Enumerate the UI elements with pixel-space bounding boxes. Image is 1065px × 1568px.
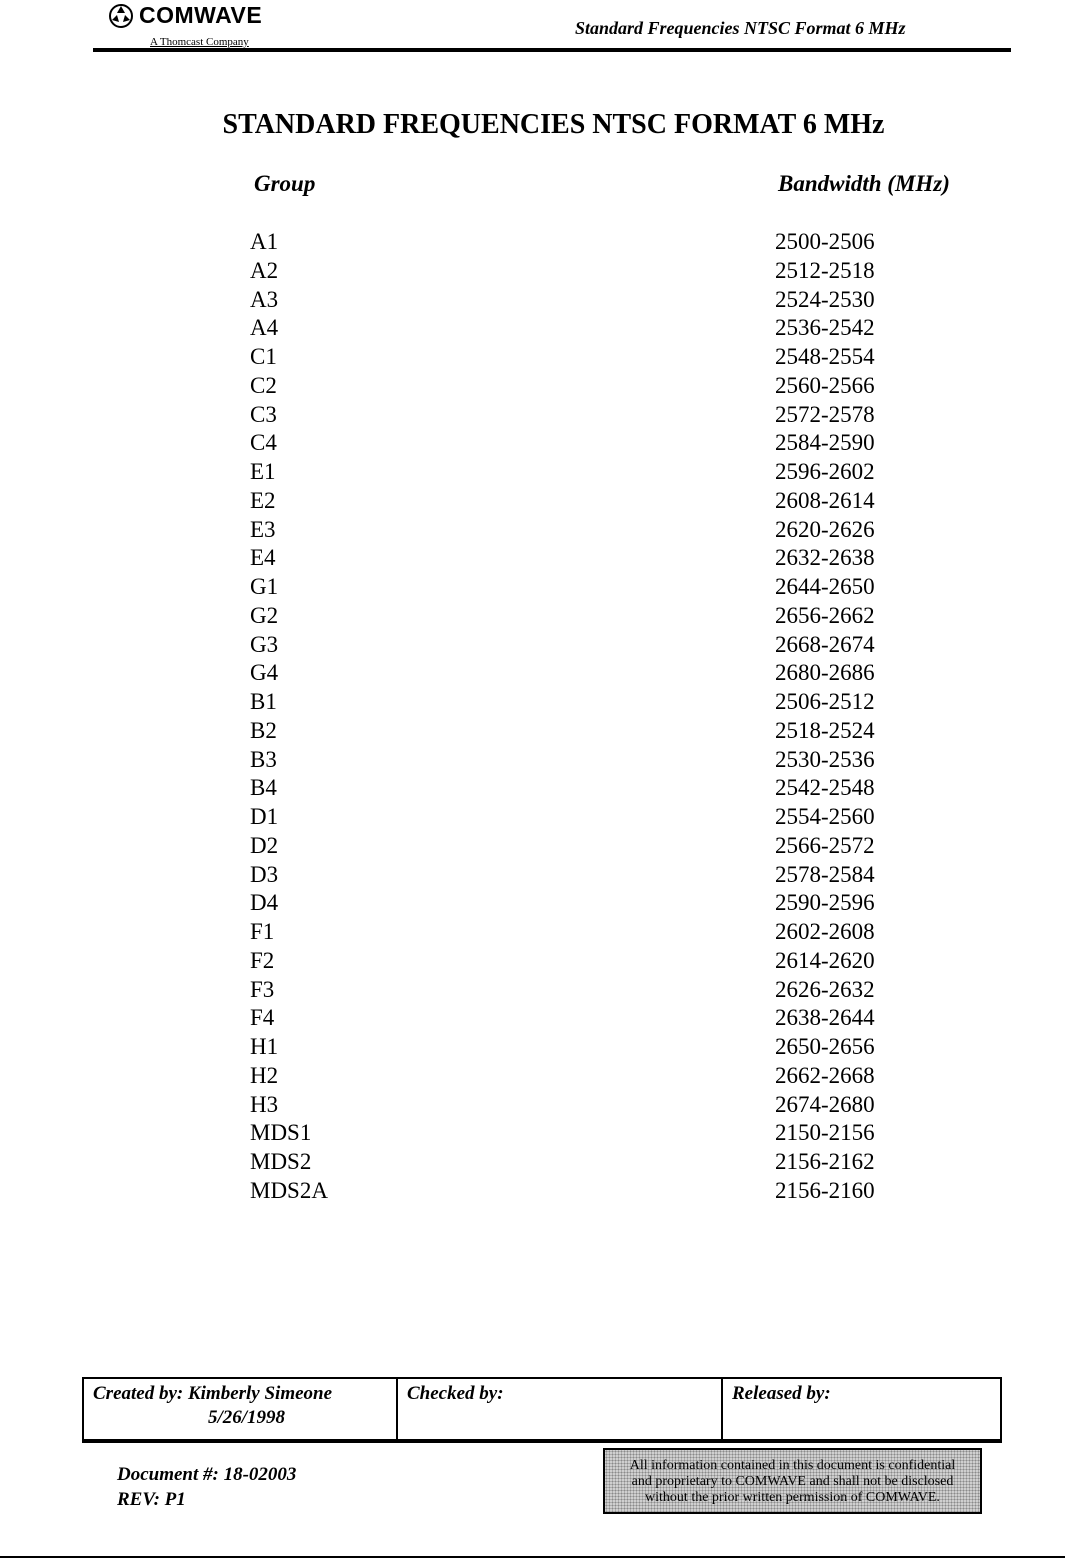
bandwidth-cell: 2156-2160 [775, 1177, 875, 1203]
bandwidth-cell: 2584-2590 [775, 430, 875, 456]
created-by-label: Created by: Kimberly Simeone [93, 1383, 333, 1404]
column-header-group: Group [254, 171, 316, 196]
released-by-cell [723, 1379, 1000, 1439]
group-cell: C3 [250, 401, 277, 427]
bandwidth-cell: 2150-2156 [775, 1120, 875, 1146]
group-cell: B4 [250, 775, 277, 801]
table-row [0, 976, 1065, 1005]
confidential-notice [603, 1448, 982, 1514]
brand-tagline: A Thomcast Company [150, 36, 249, 48]
released-by-label: Released by: [732, 1383, 831, 1404]
group-cell: H2 [250, 1062, 279, 1088]
page-title: STANDARD FREQUENCIES NTSC FORMAT 6 MHz [222, 109, 885, 140]
group-cell: A1 [250, 229, 279, 254]
bandwidth-cell: 2644-2650 [775, 574, 875, 599]
bandwidth-cell: 2680-2686 [775, 660, 875, 686]
group-cell: A2 [250, 257, 279, 283]
bandwidth-cell: 2602-2608 [775, 919, 875, 944]
group-cell: C2 [250, 372, 277, 398]
table-row [0, 717, 1065, 746]
created-date: 5/26/1998 [208, 1407, 286, 1428]
bandwidth-cell: 2572-2578 [775, 401, 875, 427]
bandwidth-cell: 2578-2584 [775, 861, 875, 887]
bandwidth-cell: 2674-2680 [775, 1091, 875, 1117]
bandwidth-cell: 2156-2162 [775, 1149, 875, 1174]
document-info [117, 1462, 296, 1512]
group-cell: F2 [250, 947, 275, 973]
group-cell: B1 [250, 689, 277, 714]
table-row [0, 1004, 1065, 1033]
table-row [0, 947, 1065, 976]
table-row [0, 573, 1065, 602]
group-cell: G2 [250, 602, 279, 628]
bandwidth-cell: 2548-2554 [775, 344, 875, 369]
bandwidth-cell: 2512-2518 [775, 257, 875, 283]
bandwidth-cell: 2524-2530 [775, 286, 875, 312]
bandwidth-cell: 2626-2632 [775, 976, 875, 1002]
table-row [0, 688, 1065, 717]
table-row [0, 228, 1065, 257]
table-row [0, 343, 1065, 372]
table-row [0, 659, 1065, 688]
group-cell: G1 [250, 574, 279, 599]
group-cell: D2 [250, 832, 279, 858]
table-row [0, 1148, 1065, 1177]
group-cell: D4 [250, 890, 279, 916]
table-row [0, 1177, 1065, 1206]
table-row [0, 1033, 1065, 1062]
group-cell: E1 [250, 459, 276, 484]
comwave-logo-icon [108, 3, 134, 29]
table-row [0, 286, 1065, 315]
group-cell: E4 [250, 545, 276, 571]
table-row [0, 372, 1065, 401]
table-row [0, 832, 1065, 861]
group-cell: B2 [250, 717, 277, 743]
table-row [0, 544, 1065, 573]
frequency-table [0, 228, 1065, 1206]
column-header-bandwidth: Bandwidth (MHz) [778, 171, 950, 196]
document-number: Document #: 18-02003 [117, 1464, 297, 1485]
table-row [0, 1119, 1065, 1148]
bandwidth-cell: 2632-2638 [775, 545, 875, 571]
group-cell: C4 [250, 430, 277, 456]
confidential-line: and proprietary to COMWAVE and shall not be disclosed [631, 1474, 954, 1489]
checked-by-cell [398, 1379, 723, 1439]
group-cell: E2 [250, 487, 276, 513]
bandwidth-cell: 2596-2602 [775, 459, 875, 484]
table-row [0, 918, 1065, 947]
table-row [0, 1062, 1065, 1091]
header-title: Standard Frequencies NTSC Format 6 MHz [575, 18, 906, 38]
table-row [0, 458, 1065, 487]
table-row [0, 429, 1065, 458]
table-row [0, 631, 1065, 660]
table-row [0, 803, 1065, 832]
table-row [0, 861, 1065, 890]
bandwidth-cell: 2518-2524 [775, 717, 875, 743]
signature-table [82, 1377, 1002, 1443]
table-row [0, 602, 1065, 631]
group-cell: MDS2 [250, 1149, 312, 1174]
table-row [0, 774, 1065, 803]
bandwidth-cell: 2668-2674 [775, 631, 875, 657]
bandwidth-cell: 2536-2542 [775, 315, 875, 341]
bandwidth-cell: 2560-2566 [775, 372, 875, 398]
bandwidth-cell: 2638-2644 [775, 1005, 875, 1031]
group-cell: D1 [250, 804, 279, 829]
group-cell: H3 [250, 1091, 279, 1117]
table-row [0, 889, 1065, 918]
bandwidth-cell: 2500-2506 [775, 229, 875, 254]
bandwidth-cell: 2614-2620 [775, 947, 875, 973]
group-cell: B3 [250, 746, 277, 772]
bandwidth-cell: 2608-2614 [775, 487, 875, 513]
company-logo [108, 2, 308, 48]
header-divider [93, 48, 1011, 52]
group-cell: D3 [250, 861, 279, 887]
group-cell: A3 [250, 286, 279, 312]
table-row [0, 746, 1065, 775]
bandwidth-cell: 2650-2656 [775, 1034, 875, 1059]
bandwidth-cell: 2554-2560 [775, 804, 875, 829]
bandwidth-cell: 2620-2626 [775, 516, 875, 542]
bottom-divider [0, 1556, 1065, 1558]
group-cell: F3 [250, 976, 275, 1002]
bandwidth-cell: 2656-2662 [775, 602, 875, 628]
brand-name: COMWAVE [139, 2, 263, 28]
checked-by-label: Checked by: [407, 1383, 504, 1404]
group-cell: A4 [250, 315, 279, 341]
confidential-line: All information contained in this document is confidential [629, 1458, 956, 1473]
group-cell: G3 [250, 631, 279, 657]
group-cell: E3 [250, 516, 276, 542]
table-row [0, 257, 1065, 286]
created-by-cell [84, 1379, 398, 1439]
bandwidth-cell: 2542-2548 [775, 775, 875, 801]
group-cell: F1 [250, 919, 275, 944]
bandwidth-cell: 2530-2536 [775, 746, 875, 772]
bandwidth-cell: 2662-2668 [775, 1062, 875, 1088]
group-cell: G4 [250, 660, 279, 686]
table-row [0, 487, 1065, 516]
revision: REV: P1 [117, 1489, 186, 1510]
confidential-line: without the prior written permission of COMWAVE. [645, 1490, 940, 1505]
table-row [0, 314, 1065, 343]
table-row [0, 1091, 1065, 1120]
bandwidth-cell: 2566-2572 [775, 832, 875, 858]
group-cell: MDS1 [250, 1120, 312, 1146]
bandwidth-cell: 2506-2512 [775, 689, 875, 714]
table-row [0, 401, 1065, 430]
table-row [0, 516, 1065, 545]
bandwidth-cell: 2590-2596 [775, 890, 875, 916]
group-cell: H1 [250, 1034, 279, 1059]
group-cell: F4 [250, 1005, 275, 1031]
group-cell: C1 [250, 344, 277, 369]
group-cell: MDS2A [250, 1177, 328, 1203]
